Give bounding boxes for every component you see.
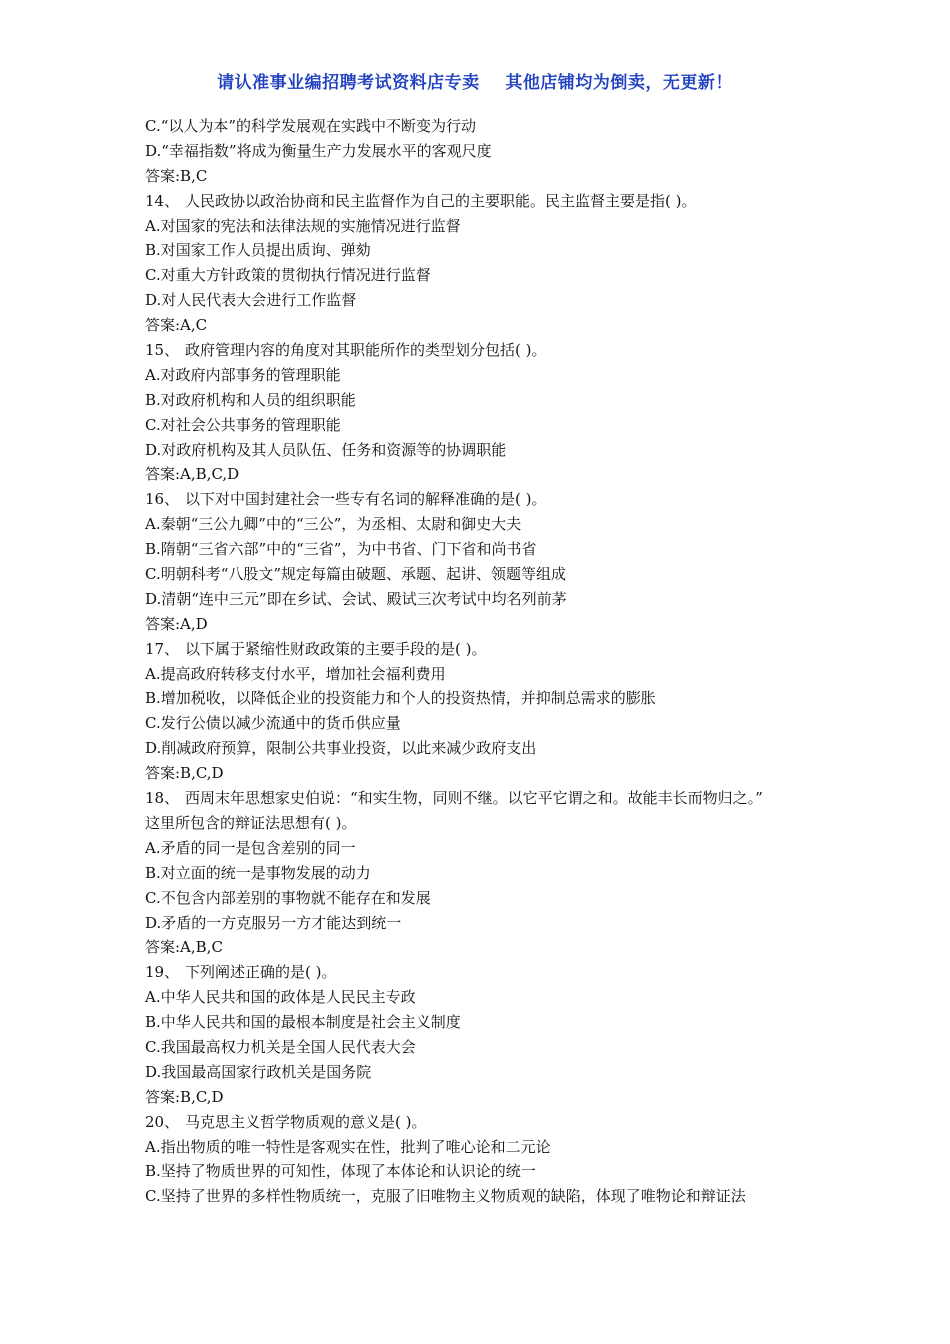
option-line: A.中华人民共和国的政体是人民民主专政 [145,988,416,1007]
option-line: B.中华人民共和国的最根本制度是社会主义制度 [145,1013,461,1032]
question-stem [145,1110,825,1135]
option-line: A.秦朝“三公九卿”中的“三公”，为丞相、太尉和御史大夫 [145,515,522,534]
option-line: B.坚持了物质世界的可知性，体现了本体论和认识论的统一 [145,1162,536,1181]
question-text: 西周末年思想家史伯说：“和实生物，同则不继。以它平它谓之和。故能丰长而物归之。” [185,789,763,808]
option-line: C.“以人为本”的科学发展观在实践中不断变为行动 [145,117,477,135]
store-banner: 请认准事业编招聘考试资料店专卖 其他店铺均为倒卖，无更新！ [217,73,733,93]
question-stem-continuation: 这里所包含的辩证法思想有( )。 [145,813,357,832]
question-stem [145,487,825,512]
answer-line: 答案:A,C [145,316,208,335]
answer-line: 答案:B,C,D [145,764,224,783]
question-text: 下列阐述正确的是( )。 [185,963,337,982]
answer-line: 答案:B,C,D [145,1087,224,1106]
option-line: B.增加税收，以降低企业的投资能力和个人的投资热情，并抑制总需求的膨胀 [145,689,656,708]
option-line: C.对重大方针政策的贯彻执行情况进行监督 [145,266,431,285]
option-line: D.清朝“连中三元”即在乡试、会试、殿试三次考试中均名列前茅 [145,589,567,608]
question-text: 人民政协以政治协商和民主监督作为自己的主要职能。民主监督主要是指( )。 [185,191,697,210]
option-line: D.对人民代表大会进行工作监督 [145,291,357,310]
option-line: D.矛盾的一方克服另一方才能达到统一 [145,913,402,932]
option-line: C.对社会公共事务的管理职能 [145,415,341,434]
option-line: B.对国家工作人员提出质询、弹劾 [145,241,371,260]
answer-line: 答案:B,C [145,166,208,185]
question-number: 18、 [145,789,180,808]
option-line: A.对国家的宪法和法律法规的实施情况进行监督 [145,216,461,235]
option-line: D.对政府机构及其人员队伍、任务和资源等的协调职能 [145,440,507,459]
question-text: 马克思主义哲学物质观的意义是( )。 [185,1112,427,1131]
question-stem [145,786,825,811]
question-text: 以下对中国封建社会一些专有名词的解释准确的是( )。 [185,490,547,509]
option-line: B.对政府机构和人员的组织职能 [145,390,356,409]
answer-line: 答案:A,B,C [145,938,223,957]
question-list [145,114,825,1209]
question-stem [145,960,825,985]
question-stem [145,189,825,214]
question-number: 15、 [145,341,180,360]
option-line: A.提高政府转移支付水平，增加社会福利费用 [145,664,446,683]
option-line: C.不包含内部差别的事物就不能存在和发展 [145,888,431,907]
option-line: A.矛盾的同一是包含差别的同一 [145,838,356,857]
question-number: 20、 [145,1112,180,1131]
question-text: 政府管理内容的角度对其职能所作的类型划分包括( )。 [185,341,547,360]
option-line: B.对立面的统一是事物发展的动力 [145,863,371,882]
question-stem [145,637,825,662]
option-line: C.发行公债以减少流通中的货币供应量 [145,714,401,733]
question-stem [145,338,825,363]
option-line: C.坚持了世界的多样性物质统一，克服了旧唯物主义物质观的缺陷，体现了唯物论和辩证法 [145,1187,746,1206]
answer-line: 答案:A,D [145,614,208,633]
option-line: D.削减政府预算，限制公共事业投资，以此来减少政府支出 [145,739,537,758]
option-line: B.隋朝“三省六部”中的“三省”，为中书省、门下省和尚书省 [145,540,537,559]
option-line: D.“幸福指数”将成为衡量生产力发展水平的客观尺度 [145,141,492,160]
option-line: A.指出物质的唯一特性是客观实在性，批判了唯心论和二元论 [145,1137,551,1156]
answer-line: 答案:A,B,C,D [145,465,240,484]
question-number: 14、 [145,191,180,210]
question-number: 17、 [145,639,180,658]
question-number: 16、 [145,490,180,509]
option-line: A.对政府内部事务的管理职能 [145,365,341,384]
option-line: D.我国最高国家行政机关是国务院 [145,1062,372,1081]
question-number: 19、 [145,963,180,982]
question-text: 以下属于紧缩性财政政策的主要手段的是( )。 [185,639,487,658]
option-line: C.我国最高权力机关是全国人民代表大会 [145,1037,416,1056]
option-line: C.明朝科考“八股文”规定每篇由破题、承题、起讲、领题等组成 [145,565,567,584]
